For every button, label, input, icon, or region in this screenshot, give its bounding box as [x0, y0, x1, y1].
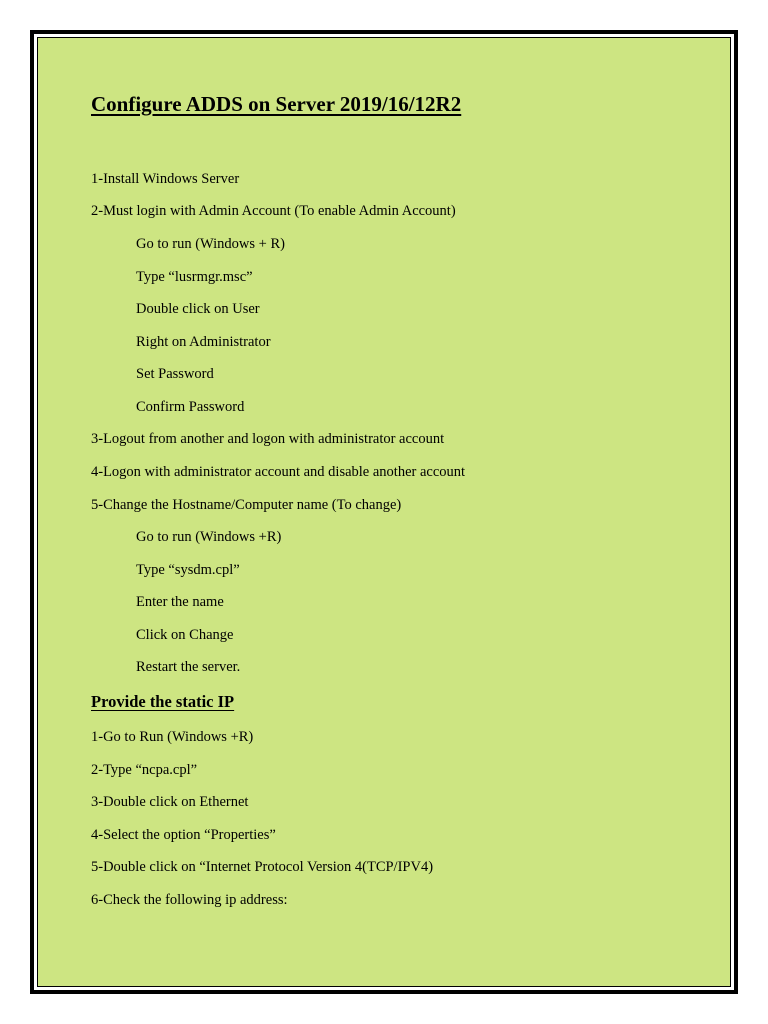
step-line: 3-Double click on Ethernet [91, 794, 249, 810]
step-line: 6-Check the following ip address: [91, 892, 288, 908]
step-line: 5-Change the Hostname/Computer name (To change) [91, 497, 402, 513]
step-line: 1-Go to Run (Windows +R) [91, 729, 254, 745]
step-line: 1-Install Windows Server [91, 171, 240, 187]
substep-line: Restart the server. [136, 659, 241, 675]
substep-line: Enter the name [136, 594, 224, 610]
page-border-inner [37, 37, 731, 987]
substep-line: Double click on User [136, 301, 260, 317]
substep-line: Confirm Password [136, 399, 245, 415]
step-line: 3-Logout from another and logon with administrator account [91, 431, 445, 447]
substep-line: Click on Change [136, 627, 234, 643]
substep-line: Type “lusrmgr.msc” [136, 269, 253, 285]
document-content [38, 38, 732, 988]
step-line: 2-Must login with Admin Account (To enable Admin Account) [91, 203, 456, 219]
document-title: Configure ADDS on Server 2019/16/12R2 [91, 92, 462, 116]
substep-line: Go to run (Windows + R) [136, 236, 285, 252]
step-line: 4-Logon with administrator account and disable another account [91, 464, 466, 480]
substep-line: Set Password [136, 366, 214, 382]
step-line: 5-Double click on “Internet Protocol Version 4(TCP/IPV4) [91, 859, 434, 875]
section-heading: Provide the static IP [91, 692, 235, 711]
substep-line: Right on Administrator [136, 334, 271, 350]
step-line: 2-Type “ncpa.cpl” [91, 762, 198, 778]
substep-line: Type “sysdm.cpl” [136, 562, 240, 578]
substep-line: Go to run (Windows +R) [136, 529, 282, 545]
step-line: 4-Select the option “Properties” [91, 827, 276, 843]
